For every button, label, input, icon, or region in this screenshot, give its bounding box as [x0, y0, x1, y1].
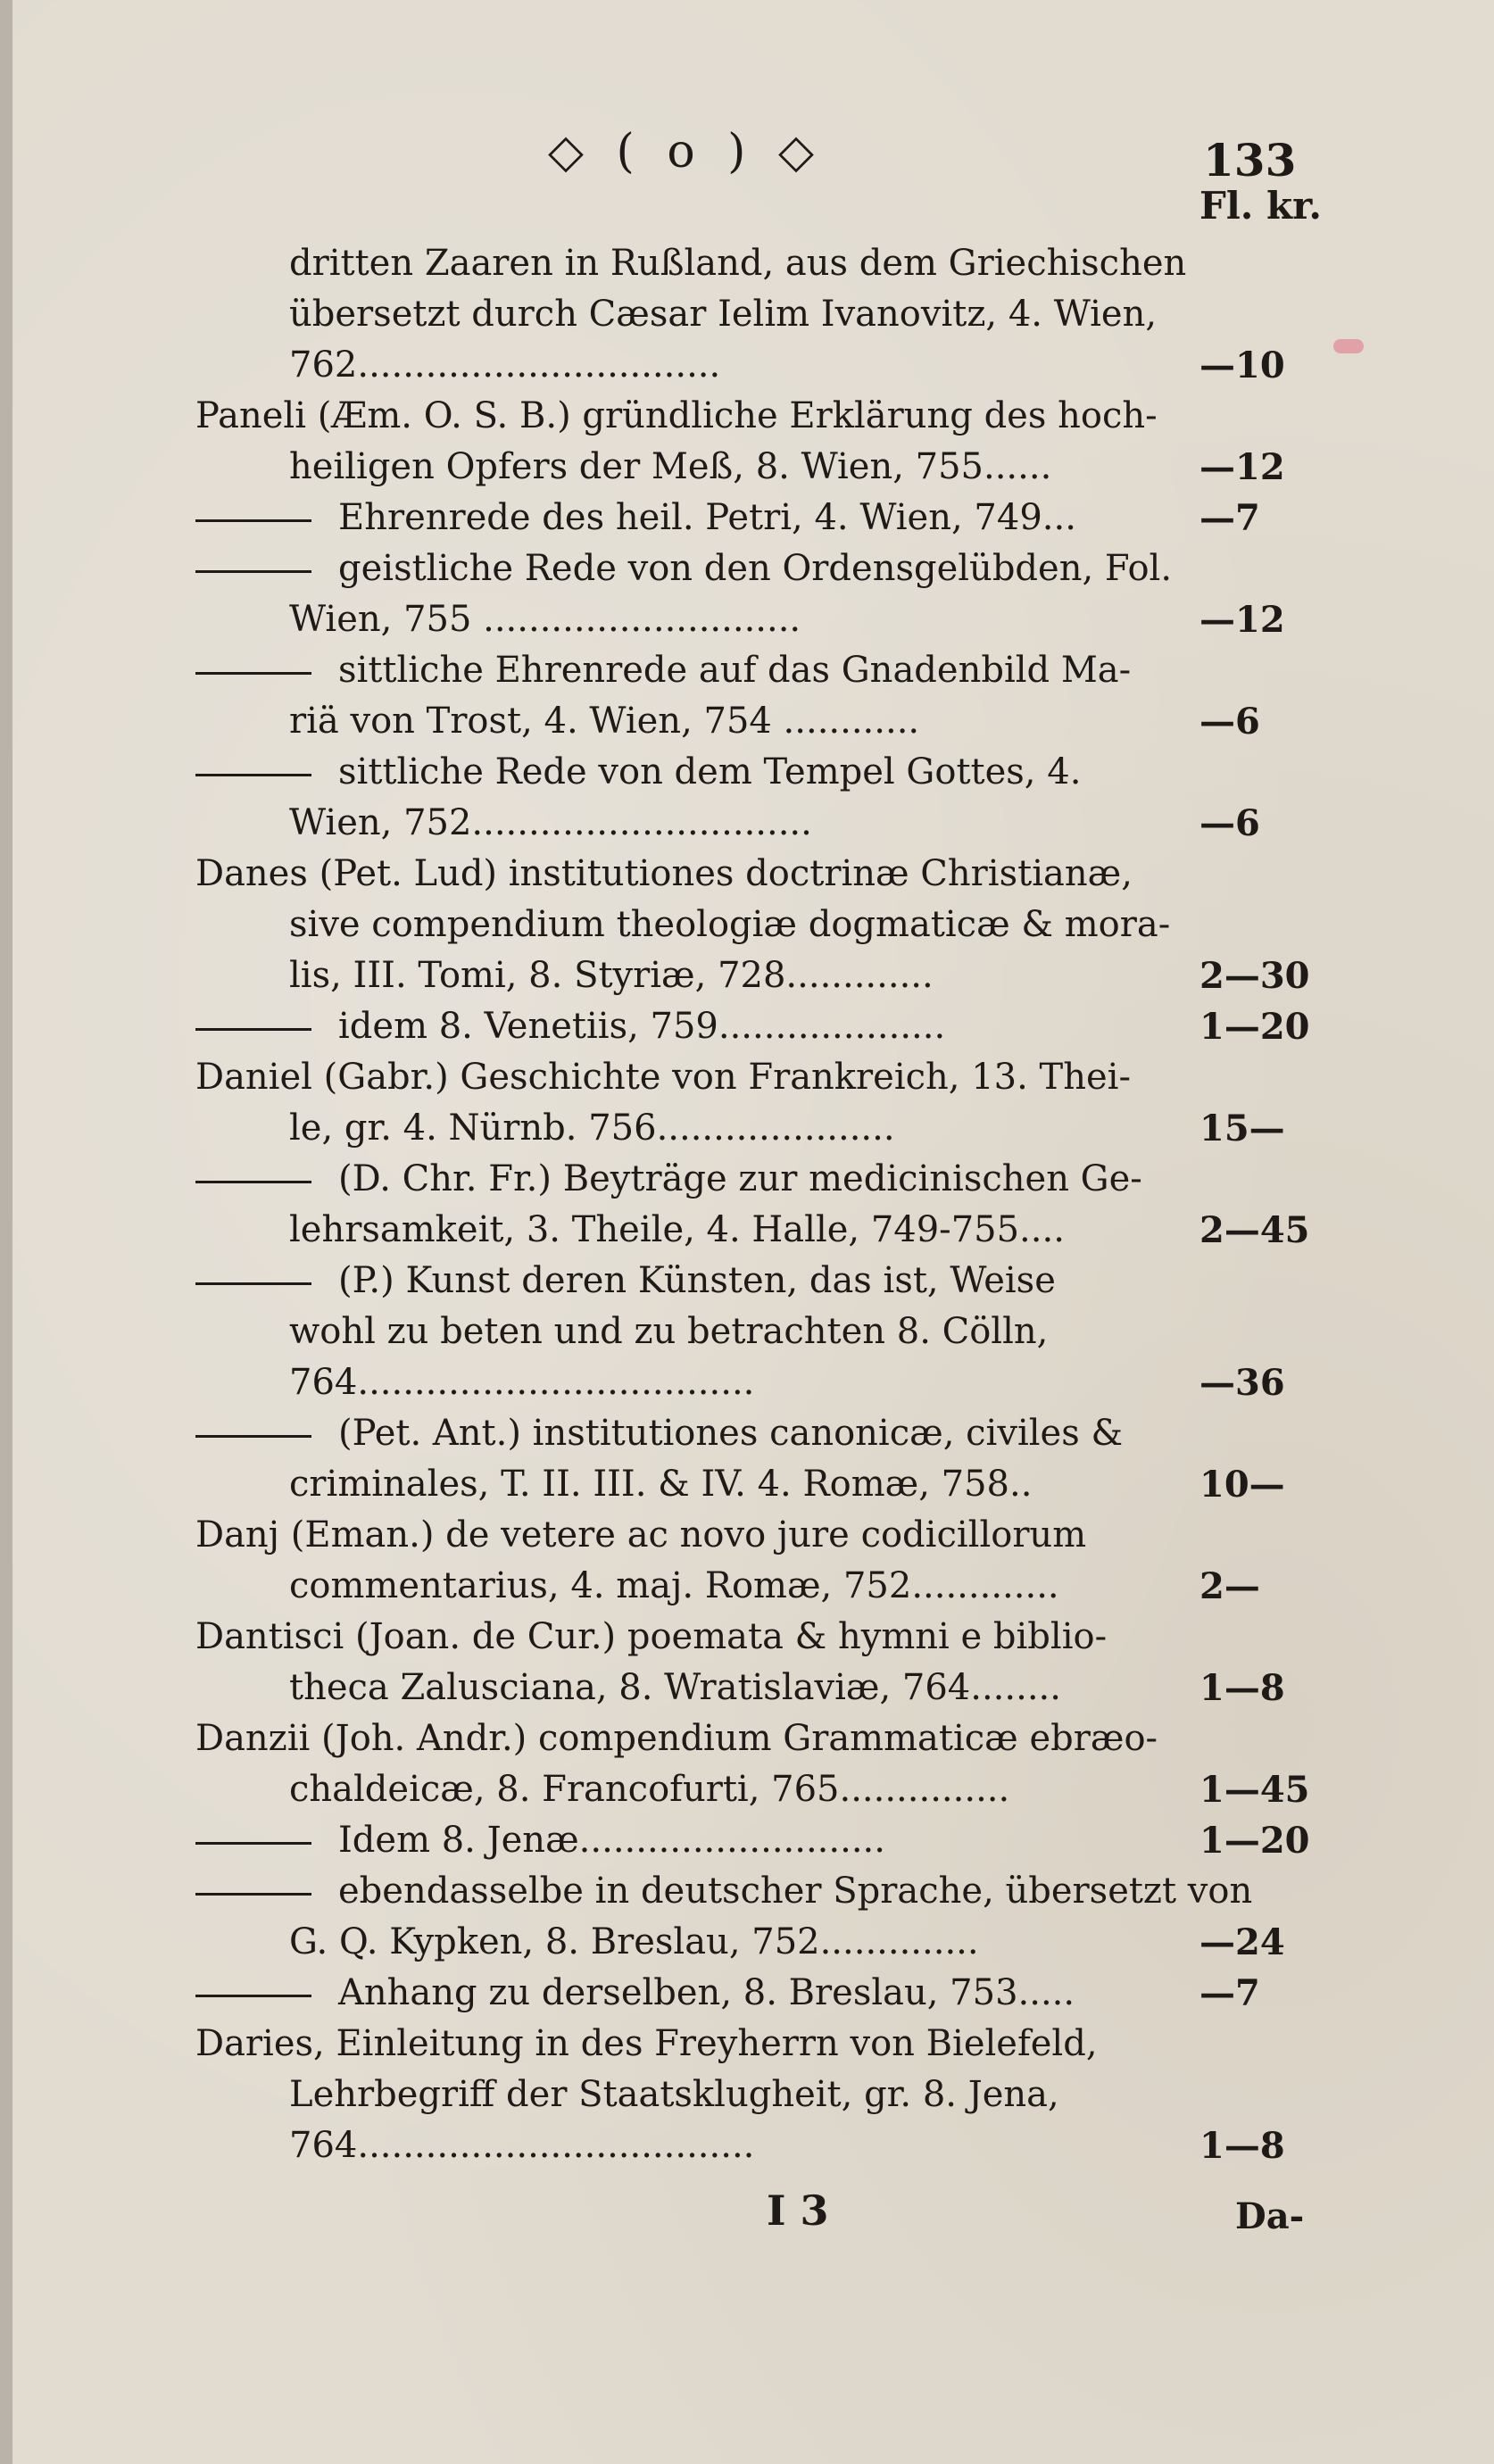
catalog-line-text: (Pet. Ant.) institutiones canonicæ, civiles & [338, 1413, 1124, 1454]
signature-mark: I 3 [767, 2186, 829, 2235]
catalog-line-text: Anhang zu derselben, 8. Breslau, 753..... [338, 1972, 1075, 2013]
ditto-dash [195, 1181, 311, 1183]
catalog-line [195, 497, 1177, 538]
catalog-line: lehrsamkeit, 3. Theile, 4. Halle, 749-755.... [289, 1209, 1065, 1250]
price: —24 [1199, 1921, 1285, 1963]
ditto-dash [195, 774, 311, 776]
catalog-line [195, 1972, 1177, 2013]
ditto-dash [195, 1282, 311, 1285]
catalog-line-text: Idem 8. Jenæ........................... [338, 1820, 885, 1861]
catalog-line: 762................................ [289, 344, 721, 386]
catalog-line: Wien, 752.............................. [289, 802, 812, 843]
catalog-line-text: (D. Chr. Fr.) Beyträge zur medicinischen Ge- [338, 1158, 1142, 1199]
ditto-dash [195, 1893, 311, 1896]
catalog-line: heiligen Opfers der Meß, 8. Wien, 755...... [289, 446, 1052, 487]
currency-heading: Fl. kr. [1199, 184, 1323, 228]
price: 1—8 [1199, 1667, 1285, 1709]
price: —12 [1199, 446, 1285, 488]
catalog-line: lis, III. Tomi, 8. Styriæ, 728............. [289, 955, 934, 996]
page-edge [0, 0, 12, 2464]
catalog-line-text: ebendasselbe in deutscher Sprache, übersetzt von [338, 1871, 1253, 1912]
catalog-line: dritten Zaaren in Rußland, aus dem Griechischen [289, 243, 1187, 284]
catalog-line: 764................................... [289, 2125, 755, 2166]
catalog-line: Danes (Pet. Lud) institutiones doctrinæ Christianæ, [195, 853, 1133, 894]
catalog-line [195, 1871, 1253, 1912]
ditto-dash [195, 1435, 311, 1438]
catalog-line: wohl zu beten und zu betrachten 8. Cölln, [289, 1311, 1049, 1352]
catchword: Da- [1235, 2195, 1305, 2237]
catalog-line: theca Zalusciana, 8. Wratislaviæ, 764........ [289, 1667, 1061, 1708]
catalog-line [195, 650, 1177, 691]
price: 1—8 [1199, 2125, 1285, 2167]
price: —12 [1199, 599, 1285, 641]
price: —7 [1199, 497, 1260, 539]
ditto-dash [195, 1995, 311, 1997]
catalog-line: criminales, T. II. III. & IV. 4. Romæ, 758.. [289, 1464, 1033, 1505]
ditto-dash [195, 519, 311, 522]
price: 1—45 [1199, 1769, 1310, 1811]
catalog-line-text: sittliche Ehrenrede auf das Gnadenbild Ma- [338, 650, 1132, 691]
catalog-line: 764................................... [289, 1362, 755, 1403]
catalog-line: Daries, Einleitung in des Freyherrn von Bielefeld, [195, 2023, 1098, 2064]
catalog-line: Paneli (Æm. O. S. B.) gründliche Erklärung des hoch- [195, 395, 1158, 436]
catalog-line: Dantisci (Joan. de Cur.) poemata & hymni e biblio- [195, 1616, 1108, 1657]
catalog-line-text: idem 8. Venetiis, 759.................... [338, 1006, 946, 1047]
catalog-line: Daniel (Gabr.) Geschichte von Frankreich, 13. Thei- [195, 1057, 1131, 1098]
price: 2— [1199, 1565, 1260, 1607]
catalog-line [195, 1158, 1177, 1199]
price: —6 [1199, 802, 1260, 844]
catalog-line: Danzii (Joh. Andr.) compendium Grammaticæ ebræo- [195, 1718, 1158, 1759]
price: 1—20 [1199, 1006, 1310, 1048]
catalog-line-text: sittliche Rede von dem Tempel Gottes, 4. [338, 751, 1082, 792]
ditto-dash [195, 570, 311, 573]
catalog-line: chaldeicæ, 8. Francofurti, 765............... [289, 1769, 1010, 1810]
book-page [12, 0, 1494, 2464]
catalog-line [195, 1820, 1177, 1861]
catalog-line: riä von Trost, 4. Wien, 754 ............ [289, 701, 920, 742]
catalog-line [195, 1006, 1177, 1047]
price: 2—45 [1199, 1209, 1310, 1251]
catalog-line: G. Q. Kypken, 8. Breslau, 752.............. [289, 1921, 979, 1962]
catalog-line: commentarius, 4. maj. Romæ, 752............. [289, 1565, 1059, 1606]
ditto-dash [195, 1028, 311, 1031]
catalog-line: Wien, 755 ............................ [289, 599, 801, 640]
catalog-line [195, 1260, 1177, 1301]
catalog-line: le, gr. 4. Nürnb. 756..................... [289, 1108, 895, 1149]
catalog-line-text: Ehrenrede des heil. Petri, 4. Wien, 749... [338, 497, 1076, 538]
catalog-line-text: geistliche Rede von den Ordensgelübden, Fol. [338, 548, 1173, 589]
price: —7 [1199, 1972, 1260, 2014]
catalog-line [195, 548, 1177, 589]
price: —10 [1199, 344, 1285, 386]
price: 15— [1199, 1108, 1285, 1149]
page-number: 133 [1203, 134, 1297, 187]
price: —6 [1199, 701, 1260, 743]
catalog-line-text: (P.) Kunst deren Künsten, das ist, Weise [338, 1260, 1056, 1301]
catalog-line: übersetzt durch Cæsar Ielim Ivanovitz, 4. Wien, [289, 294, 1158, 335]
header-ornament: ◇ ( o ) ◇ [548, 125, 823, 178]
catalog-line: sive compendium theologiæ dogmaticæ & mora- [289, 904, 1171, 945]
price: 10— [1199, 1464, 1285, 1506]
ditto-dash [195, 1842, 311, 1845]
price: —36 [1199, 1362, 1285, 1404]
catalog-line [195, 751, 1177, 792]
ditto-dash [195, 672, 311, 675]
catalog-line [195, 1413, 1177, 1454]
catalog-line: Danj (Eman.) de vetere ac novo jure codicillorum [195, 1514, 1087, 1556]
price: 2—30 [1199, 955, 1310, 997]
catalog-line: Lehrbegriff der Staatsklugheit, gr. 8. Jena, [289, 2074, 1059, 2115]
price: 1—20 [1199, 1820, 1310, 1862]
